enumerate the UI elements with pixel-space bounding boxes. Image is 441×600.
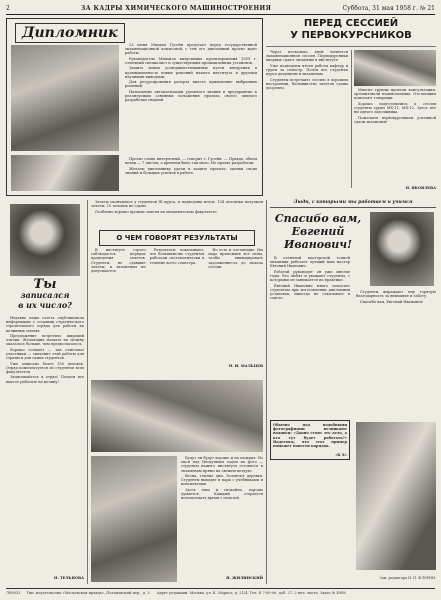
first-year-photo — [354, 50, 436, 86]
newspaper-title: ЗА КАДРЫ ХИМИЧЕСКОГО МАШИНОСТРОЕНИЯ — [81, 4, 272, 12]
paragraph: Результаты показывают, что большинство студентов работали систематически в течение всего семестра. — [149, 248, 205, 265]
thanks-kicker: Люди, с которыми мы работаем и учимся — [270, 200, 436, 208]
address-info: Адрес редакции: Москва, ул. К. Маркса, д. 21/4. Тел. Е 7-00-06, доб. 37. 2 печ. листа. Заказ № 4908. — [156, 591, 347, 595]
results-text — [91, 248, 263, 360]
results-heading: О ЧЕМ ГОВОРЯТ РЕЗУЛЬТАТЫ — [99, 230, 255, 246]
volunteer-signature: Н. ТЕЛЬНОВА — [54, 576, 84, 580]
thanks-heading-line3: Иванович! — [283, 238, 352, 251]
paragraph: Желаем дипломнику удачи в защите проекта, оценки своих знаний и больших успехов в работе. — [125, 166, 257, 175]
page-number: 2 — [6, 4, 10, 12]
column-rule — [266, 200, 267, 584]
volunteer-heading-line3: в их число? — [18, 300, 72, 310]
order-number: Л89033 — [6, 591, 21, 595]
volunteer-photo — [10, 204, 80, 276]
paragraph: Будут ли будут хорошо и на пальцах. Из окон под Нескучным садом на фото — студенты нашего института готовятся к экзаменам прямо на свежем воздухе. — [181, 456, 263, 473]
first-year-text-col2 — [354, 88, 436, 186]
thanks-text-col2 — [356, 290, 436, 416]
thanks-heading — [270, 212, 366, 251]
first-year-heading — [266, 18, 436, 42]
paragraph: Записывайтесь в отряд! Поедем все вместе работать на целину! — [6, 375, 84, 384]
photo-story-text — [181, 456, 263, 574]
paragraph: Здесь тихо и спокойно, хорошо думается. Каждый старается использовать время с пользой. — [181, 487, 263, 501]
paragraph: Особенно хорошо прошли зачеты на механическом факультете. — [95, 209, 218, 214]
paragraph: 23 июня Михаил Гусейн предстает перед государственной экзаменационной комиссией, с тем его дипломный проект ждет работы. — [125, 43, 257, 56]
issue-date: Суббота, 31 мая 1958 г. № 21 — [342, 4, 435, 12]
paragraph: В институте строго соблюдается порядок проведения зачетов. Студенты, не сдавшие зачеты, к экзаменам не допускаются. — [91, 248, 146, 274]
workshop-photo — [356, 422, 436, 570]
paragraph: Уже подведены итоги работы кафедр и групп за семестр. Почти все студенты курса допущены к экзаменам. — [266, 63, 348, 77]
thanks-heading-line2: Евгений — [291, 225, 345, 238]
paragraph: Хорошо сознают — так отмечают участники — значение этой работы для страны и для самих студентов. — [6, 347, 84, 361]
volunteer-text — [6, 316, 84, 574]
thanks-text-col1 — [270, 256, 350, 416]
paragraph: Зачеты окончились у студентов III курса, и подведены итоги. 134 человека получили зачеты, 10 человек не сдали. — [91, 200, 263, 209]
photo-story-signature: Н. ЖИЛИНСКИЙ — [226, 576, 263, 580]
paragraph: Многие группы провели консультации, организовали взаимопомощь. Отстающим помогают товарищи. — [354, 88, 436, 101]
park-photo — [91, 380, 263, 452]
study-photo — [91, 456, 177, 582]
column-rule — [87, 200, 88, 584]
paragraph: Весна, теплые дни. Зеленеют деревья. Студенты выходят в парк с учебниками и конспектами. — [181, 474, 263, 487]
editor-credit: Зам. редактора Н. П. ФЛОРИН. — [379, 576, 436, 580]
first-year-text-col1 — [266, 50, 348, 186]
first-year-signature: Н. ЯКОВЛЕВА — [405, 186, 436, 190]
paragraph: Пожелаем первокурсникам успешной сдачи экзаменов! — [354, 115, 436, 124]
first-year-article — [266, 18, 436, 194]
paragraph: В отличной мастерской точной механики работает лучший наш мастер Евгений Иванович. — [270, 256, 350, 269]
volunteer-heading — [6, 277, 84, 310]
paragraph: Работой руководит он уже многие годы. Его любят и уважают студенты, с которыми он занимается на практике. — [270, 269, 350, 283]
paragraph: Хорошо подготовились к сессии студенты групп МХ-11, МХ-12. Здесь нет ни одного задолжника. — [354, 101, 436, 115]
volunteer-heading-line2: записался — [20, 290, 70, 300]
diplomnik-article — [6, 18, 263, 196]
paragraph: Руководитель Михаила выпускника проектирования 1959 г. отличный специалист и существующих промышленных установок. — [125, 56, 257, 65]
diplomnik-photo-lower — [11, 155, 119, 191]
mechanic-photo — [370, 212, 434, 286]
paragraph: Предложение встретило широкий отклик. Желающих поехать на целину оказалось больше, чем предполагалось. — [6, 334, 84, 347]
paragraph: Студенты выражают ему горячую благодарность за внимание и заботу. — [356, 290, 436, 299]
column-rule — [351, 50, 352, 188]
results-intro — [91, 200, 263, 228]
diplomnik-text-right — [125, 43, 257, 155]
divider — [266, 46, 436, 47]
bottom-note — [270, 420, 350, 460]
diplomnik-heading: Дипломник — [15, 23, 125, 43]
paragraph: Студенты встречают сессию в хорошем настроении, большинство зачетов сданы досрочно. — [266, 77, 348, 90]
paragraph: Недавно наша газета опубликовала информацию о создании студенческого строительного отряда для работы на целинных землях. — [6, 316, 84, 333]
bottom-note-text: Обычно под подобными фотографиями возникают надписи: «Давно стоит это дело, а кто тут будет работать?» Надеемся, что этот пример поможет навести порядок. — [273, 423, 347, 449]
diplomnik-photo — [11, 45, 119, 151]
results-article — [91, 200, 263, 376]
first-year-heading-line1: ПЕРЕД СЕССИЕЙ — [303, 18, 399, 29]
paragraph: Уже записано более 150 человек. Отряд комплектуется из студентов всех факультетов. — [6, 361, 84, 374]
imprint-footer — [6, 588, 435, 595]
paragraph: Проект очень интересный, — говорит т. Гусейн. — Правда, объем велик — 7 листов, а времени было так мало. Но проект разработан. — [125, 157, 257, 166]
paragraph: Евгений Иванович много помогает студентам при изготовлении дипломных установок, никогда не отказывает в совете. — [270, 283, 350, 301]
paragraph: Назначение автоматизации удельного знания и предприятие к реализуемым основных положения проекта своего личного разработки сводной. — [125, 89, 257, 103]
paragraph: Но есть и отстающие. Им надо приложить все силы, чтобы ликвидировать задолженность до начала сессии. — [208, 248, 263, 269]
paragraph: Спасибо вам, Евгений Иванович! — [360, 299, 424, 304]
masthead — [6, 2, 435, 15]
paragraph: Через несколько дней начнется экзаменационная сессия. Первокурсники впервые сдают экзамены в институте. — [266, 50, 348, 63]
thanks-heading-line1: Спасибо вам, — [274, 212, 362, 225]
volunteer-article — [6, 200, 84, 584]
diplomnik-text-bottom — [125, 157, 257, 191]
paragraph: Защита новых усовершенствованных путем внедрения в промышленность новых решений нашего института и другими научными выводами. — [125, 66, 257, 79]
bottom-note-signature: «К Х» — [335, 453, 347, 457]
first-year-heading-line2: У ПЕРВОКУРСНИКОВ — [290, 30, 412, 41]
thanks-article — [270, 200, 436, 584]
volunteer-heading-line1: Ты — [33, 277, 57, 292]
results-signature: Н. И. МАЛЬЦЕВ — [228, 364, 263, 368]
print-info: Тип. издательства «Московская правда», Потаповский пер., д. 3. — [26, 591, 151, 595]
paragraph: Для ресурсирования рапорта вместе применение выбранных решений. — [125, 80, 257, 89]
photo-story — [91, 380, 263, 586]
